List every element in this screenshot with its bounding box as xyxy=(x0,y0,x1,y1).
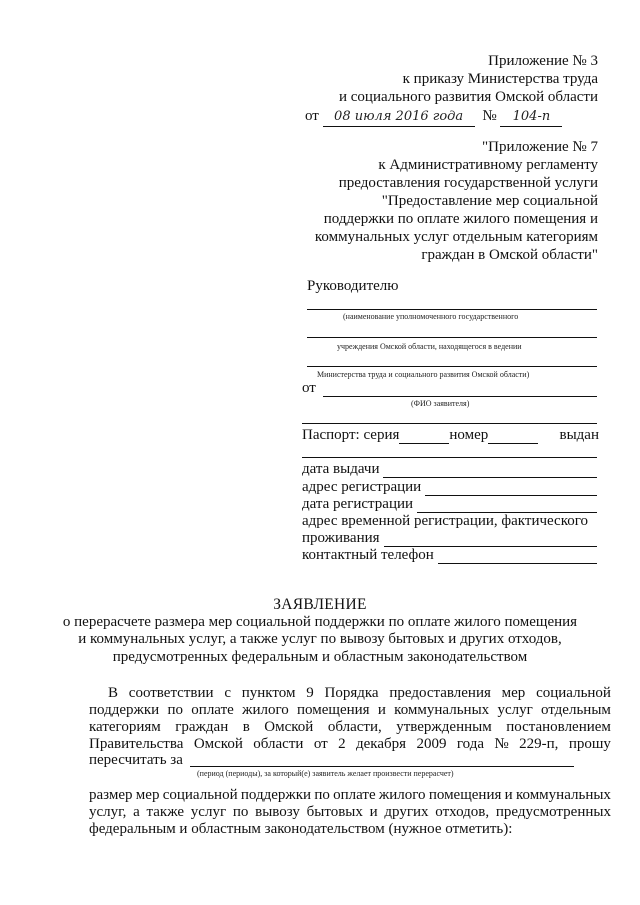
date-prefix: от xyxy=(305,108,319,124)
order-date-number xyxy=(305,107,562,127)
body-word: 9 xyxy=(306,685,314,701)
body-word: декабря xyxy=(356,736,407,752)
fio-hint: (ФИО заявителя) xyxy=(411,399,470,408)
body-word: по xyxy=(314,787,330,803)
residence-field[interactable] xyxy=(384,532,597,547)
body-word: и xyxy=(377,702,386,718)
body-word: поддержки xyxy=(89,702,160,718)
appendix-7-line: "Предоставление мер социальной xyxy=(381,193,598,209)
body-word: от xyxy=(313,736,328,752)
body-word: услуг, xyxy=(89,804,127,820)
appendix-7-line: поддержки по оплате жилого помещения и xyxy=(323,211,598,227)
body-word: коммунальных xyxy=(394,702,490,718)
period-hint: (период (периоды), за который(е) заявитель желает произвести перерасчет) xyxy=(197,769,454,778)
body-word: размер xyxy=(89,787,133,803)
passport-number-label: номер xyxy=(449,427,489,443)
reg-date-label: дата регистрации xyxy=(302,496,414,512)
statement-subtitle-line: о перерасчете размера мер социальной поддержки по оплате жилого помещения xyxy=(62,614,578,630)
body-word: в xyxy=(242,719,250,735)
body-word: также xyxy=(146,804,185,820)
reg-date-field[interactable] xyxy=(417,498,597,513)
body-word: услуг xyxy=(497,702,533,718)
body-word: соответствии xyxy=(128,685,214,701)
body-word: вывозу xyxy=(255,804,300,820)
applicant-name-line[interactable] xyxy=(323,396,597,397)
issue-date-field[interactable] xyxy=(383,463,597,478)
body-word: мер xyxy=(501,685,526,701)
body-word: социальной xyxy=(162,787,238,803)
order-date-handwritten: 08 июля 2016 года xyxy=(323,108,475,127)
body-line xyxy=(89,786,611,804)
appendix-7-block xyxy=(268,138,598,264)
body-last-line: федеральным и областным законодательством (нужное отметить): xyxy=(89,821,513,837)
body-word: помещения xyxy=(297,702,370,718)
temp-address-label: адрес временной регистрации, фактического xyxy=(302,513,589,529)
body-word: с xyxy=(224,685,231,701)
body-word: по xyxy=(232,804,249,820)
period-field[interactable] xyxy=(190,766,574,767)
statement-title: ЗАЯВЛЕНИЕ xyxy=(273,596,367,613)
appendix-header xyxy=(298,52,598,106)
passport-number-field[interactable] xyxy=(488,429,538,444)
body-word: Правительства xyxy=(89,736,184,752)
body-word: предоставления xyxy=(389,685,491,701)
body-word: поддержки xyxy=(240,787,312,803)
reg-address-field[interactable] xyxy=(425,481,597,496)
from-label: от xyxy=(302,380,316,396)
appendix-7-line: граждан в Омской области" xyxy=(421,247,598,263)
residence-label: проживания xyxy=(302,530,380,546)
body-word: Омской xyxy=(193,736,243,752)
body-word: Порядка xyxy=(324,685,379,701)
reg-address-label: адрес регистрации xyxy=(302,479,422,495)
recalc-label: пересчитать за xyxy=(89,752,183,768)
body-word: пунктом xyxy=(241,685,296,701)
addressee-line-1[interactable] xyxy=(307,309,597,310)
appendix-7-line: предоставления государственной услуги xyxy=(338,175,598,191)
addressee-heading: Руководителю xyxy=(307,278,399,294)
body-word: прошу xyxy=(568,736,611,752)
body-line xyxy=(89,701,611,719)
body-word: области xyxy=(253,736,304,752)
body-word: помещения xyxy=(428,787,502,803)
phone-row xyxy=(302,546,597,564)
body-word: категориям xyxy=(89,719,161,735)
body-word: коммунальных xyxy=(515,787,611,803)
ministry-line: и социального развития Омской области xyxy=(338,89,598,105)
body-word: а xyxy=(133,804,140,820)
appendix-3-title: Приложение № 3 xyxy=(488,53,598,69)
body-word: 229-п, xyxy=(519,736,559,752)
body-word: жилого xyxy=(378,787,426,803)
addressee-line-3[interactable] xyxy=(307,366,597,367)
appendix-7-line: "Приложение № 7 xyxy=(482,139,598,155)
body-line xyxy=(89,803,611,821)
residence-row xyxy=(302,529,597,547)
body-word: социальной xyxy=(536,685,611,701)
body-word: № xyxy=(494,736,509,752)
body-word: других xyxy=(384,804,429,820)
passport-issued-label: выдан xyxy=(559,427,599,443)
applicant-extra-line[interactable] xyxy=(302,423,597,424)
body-line xyxy=(108,684,611,702)
statement-subtitle-line: предусмотренных федеральным и областным законодательством xyxy=(112,649,528,665)
body-word: отходов, xyxy=(435,804,490,820)
body-word: 2 xyxy=(338,736,346,752)
body-word: Омской xyxy=(264,719,314,735)
passport-issued-line[interactable] xyxy=(302,457,597,458)
addressee-hint-1: (наименование уполномоченного государственного xyxy=(343,312,519,321)
body-word: жилого xyxy=(242,702,289,718)
body-word: бытовых xyxy=(306,804,363,820)
reg-date-row xyxy=(302,495,597,513)
body-word: 2009 xyxy=(416,736,447,752)
body-line xyxy=(89,718,611,736)
body-word: по xyxy=(167,702,184,718)
body-word: предусмотренных xyxy=(495,804,611,820)
to-order-line: к приказу Министерства труда xyxy=(402,71,598,87)
body-word: постановлением xyxy=(506,719,611,735)
passport-series-label: Паспорт: серия xyxy=(302,427,400,443)
passport-series-field[interactable] xyxy=(399,429,449,444)
body-word: и xyxy=(369,804,378,820)
body-word: года xyxy=(456,736,484,752)
order-number-handwritten: 104-п xyxy=(500,108,562,127)
appendix-7-line: к Административному регламенту xyxy=(378,157,598,173)
body-word: мер xyxy=(135,787,160,803)
body-word: услуг xyxy=(190,804,227,820)
issue-date-label: дата выдачи xyxy=(302,461,380,477)
phone-label: контактный телефон xyxy=(302,547,434,563)
phone-field[interactable] xyxy=(438,549,597,564)
passport-row xyxy=(302,426,599,444)
body-word: и xyxy=(504,787,513,803)
addressee-hint-3: Министерства труда и социального развития Омской области) xyxy=(317,370,530,379)
statement-subtitle-line: и коммунальных услуг, а также услуг по вывозу бытовых и других отходов, xyxy=(78,631,562,647)
number-sign: № xyxy=(482,108,497,124)
reg-address-row xyxy=(302,478,597,496)
appendix-7-line: коммунальных услуг отдельным категориям xyxy=(314,229,598,245)
addressee-line-2[interactable] xyxy=(307,337,597,338)
body-word: утвержденным xyxy=(396,719,492,735)
body-word: граждан xyxy=(175,719,229,735)
body-word: области, xyxy=(327,719,382,735)
body-word: оплате xyxy=(191,702,234,718)
addressee-hint-2: учреждения Омской области, находящегося в ведении xyxy=(337,342,522,351)
issue-date-row xyxy=(302,460,597,478)
body-word: отдельным xyxy=(541,702,611,718)
body-word: оплате xyxy=(333,787,376,803)
body-word: В xyxy=(108,685,119,701)
